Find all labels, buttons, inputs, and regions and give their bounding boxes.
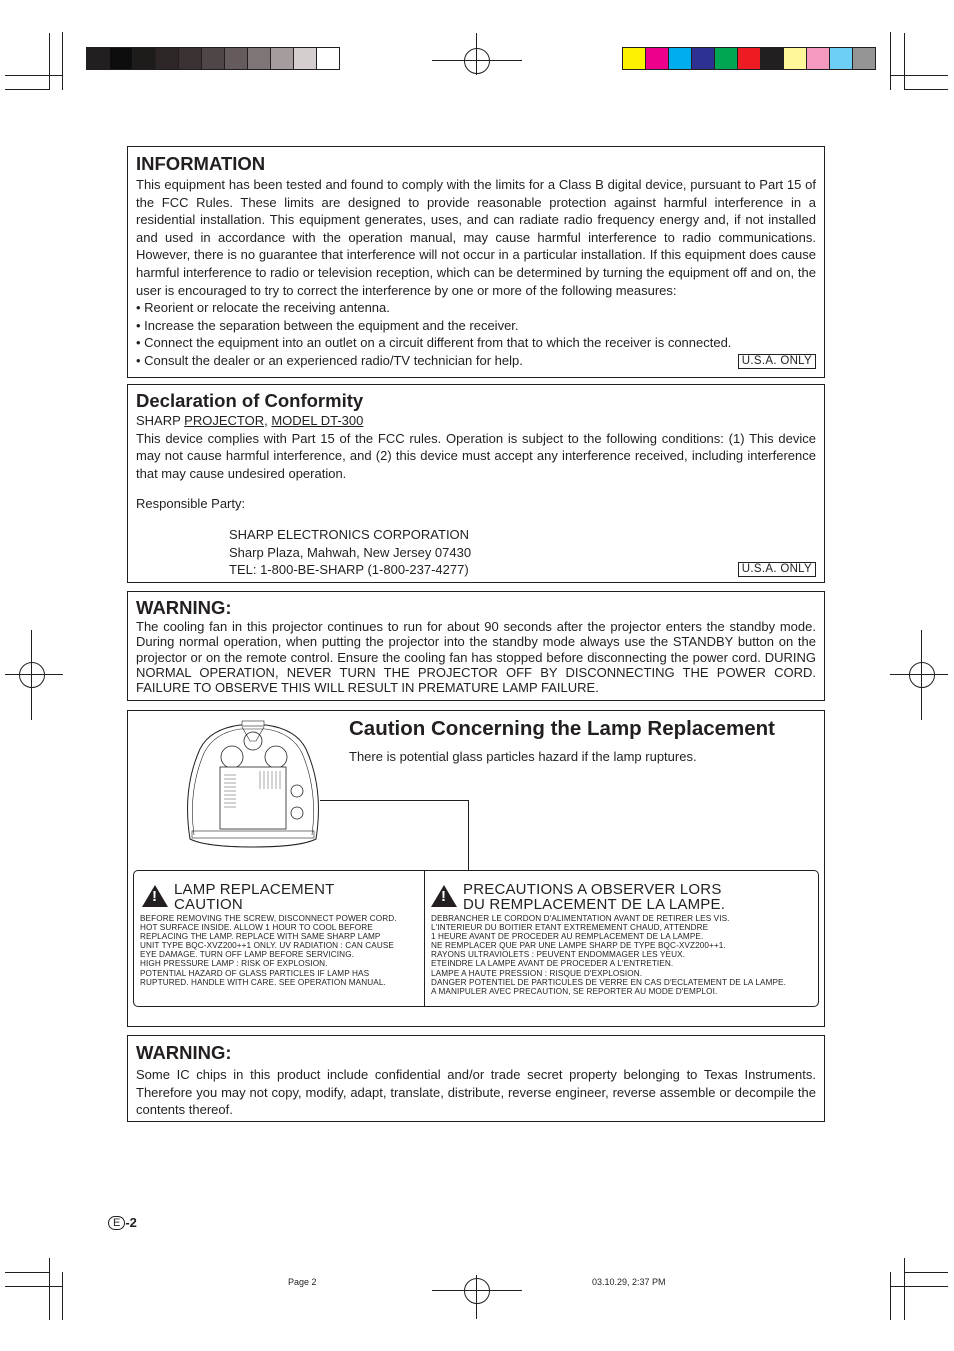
label-fr-heading-line-1: PRECAUTIONS A OBSERVER LORS — [463, 881, 722, 898]
color-swatch — [853, 48, 875, 69]
label-fr-line: LAMPE A HAUTE PRESSION : RISQUE D'EXPLOSION. — [431, 968, 643, 978]
warning-ic-section — [127, 1035, 825, 1122]
company-phone: TEL: 1-800-BE-SHARP (1-800-237-4277) — [229, 562, 469, 578]
label-en-heading-line-2: CAUTION — [174, 896, 243, 913]
warning-triangle-icon: ! — [431, 885, 457, 907]
information-bullet-3: • Connect the equipment into an outlet on a circuit different from that to which the receiver is connected. — [136, 335, 732, 351]
gray-swatch — [271, 48, 294, 69]
declaration-model-line — [136, 412, 816, 430]
language-badge: E — [108, 1216, 125, 1230]
gray-swatch — [225, 48, 248, 69]
page-number-value: -2 — [125, 1215, 137, 1230]
label-fr-heading-line-2: DU REMPLACEMENT DE LA LAMPE. — [463, 896, 726, 913]
usa-only-tag: U.S.A. ONLY — [738, 354, 816, 369]
slug-date: 03.10.29, 2:37 PM — [592, 1277, 666, 1287]
gray-swatch — [110, 48, 133, 69]
declaration-title: Declaration of Conformity — [136, 390, 364, 411]
warning-ic-body: Some IC chips in this product include confidential and/or trade secret property belonging to Texas Instruments. Therefore you may not copy, modify, adapt, translate, distribute, reverse engineer, reverse assemble or decompile the contents thereof. — [136, 1067, 816, 1118]
product-name: PROJECTOR — [184, 413, 265, 428]
label-en-line: RUPTURED. HANDLE WITH CARE. SEE OPERATION MANUAL. — [140, 977, 386, 987]
projector-bottom-illustration — [180, 719, 326, 849]
warning-title: WARNING: — [136, 1042, 232, 1063]
label-en-line: UNIT TYPE BQC-XVZ200++1 ONLY. UV RADIATION : CAN CAUSE — [140, 941, 394, 951]
declaration-body: This device complies with Part 15 of the FCC rules. Operation is subject to the following conditions: (1) This device may not cause harmful interference, and (2) this device must accept any interference received, including interference that may cause undesired operation. — [136, 430, 816, 481]
information-body: This equipment has been tested and found to comply with the limits for a Class B digital device, pursuant to Part 15 of the FCC Rules. These limits are designed to provide reasonable protection against harmful interference in a residential installation. This equipment generates, uses, and can radiate radio frequency energy and, if not installed and used in accordance with the operation manual, may cause harmful interference to radio communications. However, there is no guarantee that interference will not occur in a particular installation. If this equipment does cause harmful interference to radio or television reception, which can be determined by turning the equipment off and on, the user is encouraged to try to correct the interference by one or more of the following measures: — [136, 177, 816, 298]
label-fr-line: ETEINDRE LA LAMPE AVANT DE PROCEDER A L'ENTRETIEN. — [431, 959, 674, 969]
information-bullet-2: • Increase the separation between the equipment and the receiver. — [136, 317, 519, 333]
color-swatch — [623, 48, 646, 69]
label-fr-line: NE REMPLACER QUE PAR UNE LAMPE SHARP DE TYPE BQC-XVZ200++1. — [431, 941, 726, 951]
declaration-section — [127, 384, 825, 583]
separator: , — [264, 413, 272, 428]
page-number — [108, 1215, 137, 1230]
label-fr-heading — [463, 882, 812, 912]
label-en-line: HOT SURFACE INSIDE. ALLOW 1 HOUR TO COOL BEFORE — [140, 923, 373, 933]
label-en-line: REPLACING THE LAMP. REPLACE WITH SAME SHARP LAMP — [140, 932, 381, 942]
label-en-line: BEFORE REMOVING THE SCREW, DISCONNECT POWER CORD. — [140, 914, 397, 923]
color-swatch — [646, 48, 669, 69]
lamp-warning-label — [133, 870, 819, 1007]
information-section — [127, 146, 825, 378]
slug-page: Page 2 — [288, 1277, 317, 1287]
color-swatch — [669, 48, 692, 69]
gray-swatch — [156, 48, 179, 69]
gray-swatch — [317, 48, 339, 69]
label-fr-line: RAYONS ULTRAVIOLETS : PEUVENT ENDOMMAGER LES YEUX. — [431, 950, 686, 960]
model-name: MODEL DT-300 — [271, 413, 364, 428]
label-pointer-line — [320, 800, 469, 801]
label-french — [425, 871, 818, 1006]
gray-swatch — [248, 48, 271, 69]
label-en-text — [140, 914, 418, 987]
information-bullet-1: • Reorient or relocate the receiving antenna. — [136, 300, 390, 316]
grayscale-calibration-bar — [86, 47, 340, 70]
color-swatch — [692, 48, 715, 69]
lamp-caution-subtitle: There is potential glass particles hazard if the lamp ruptures. — [349, 749, 697, 764]
color-swatch — [830, 48, 853, 69]
warning-triangle-icon: ! — [142, 885, 168, 907]
warning-fan-section — [127, 591, 825, 701]
gray-swatch — [133, 48, 156, 69]
company-name: SHARP ELECTRONICS CORPORATION — [229, 526, 470, 542]
gray-swatch — [202, 48, 225, 69]
color-swatch — [715, 48, 738, 69]
label-fr-line: DANGER POTENTIEL DE PARTICULES DE VERRE EN CAS D'ECLATEMENT DE LA LAMPE. — [431, 977, 786, 987]
color-swatch — [761, 48, 784, 69]
color-calibration-bar — [622, 47, 876, 70]
label-fr-text — [431, 914, 812, 996]
label-pointer-line — [468, 800, 469, 870]
label-en-heading-line-1: LAMP REPLACEMENT — [174, 881, 335, 898]
label-en-line: HIGH PRESSURE LAMP : RISK OF EXPLOSION. — [140, 959, 328, 969]
gray-swatch — [294, 48, 317, 69]
gray-swatch — [87, 48, 110, 69]
color-swatch — [784, 48, 807, 69]
responsible-party-label: Responsible Party: — [136, 496, 246, 512]
information-title: INFORMATION — [136, 153, 266, 174]
brand-name: SHARP — [136, 413, 185, 428]
label-fr-line: DEBRANCHER LE CORDON D'ALIMENTATION AVANT DE RETIRER LES VIS. — [431, 914, 730, 923]
usa-only-tag: U.S.A. ONLY — [738, 562, 816, 577]
label-fr-line: L'INTERIEUR DU BOITIER ETANT EXTREMEMENT CHAUD, ATTENDRE — [431, 923, 709, 933]
company-address: Sharp Plaza, Mahwah, New Jersey 07430 — [229, 544, 472, 560]
color-swatch — [807, 48, 830, 69]
label-en-heading — [174, 882, 418, 912]
label-fr-line: A MANIPULER AVEC PRECAUTION, SE REPORTER AU MODE D'EMPLOI. — [431, 986, 718, 996]
label-english — [134, 871, 425, 1006]
lamp-caution-title: Caution Concerning the Lamp Replacement — [349, 717, 775, 740]
label-en-line: EYE DAMAGE. TURN OFF LAMP BEFORE SERVICING. — [140, 950, 355, 960]
warning-title: WARNING: — [136, 597, 232, 618]
warning-fan-body: The cooling fan in this projector continues to run for about 90 seconds after the projector enters the standby mode. During normal operation, when putting the projector into the standby mode always use the STANDBY button on the projector or on the remote control. Ensure the cooling fan has stopped before disconnecting the power cord. DURING NORMAL OPERATION, NEVER TURN THE PROJECTOR OFF BY DISCONNECTING THE POWER CORD. FAILURE TO OBSERVE THIS WILL RESULT IN PREMATURE LAMP FAILURE. — [136, 619, 816, 696]
gray-swatch — [179, 48, 202, 69]
information-bullet-4: • Consult the dealer or an experienced radio/TV technician for help. — [136, 352, 523, 368]
color-swatch — [738, 48, 761, 69]
label-fr-line: 1 HEURE AVANT DE PROCEDER AU REMPLACEMENT DE LA LAMPE. — [431, 932, 704, 942]
label-en-line: POTENTIAL HAZARD OF GLASS PARTICLES IF LAMP HAS — [140, 968, 370, 978]
